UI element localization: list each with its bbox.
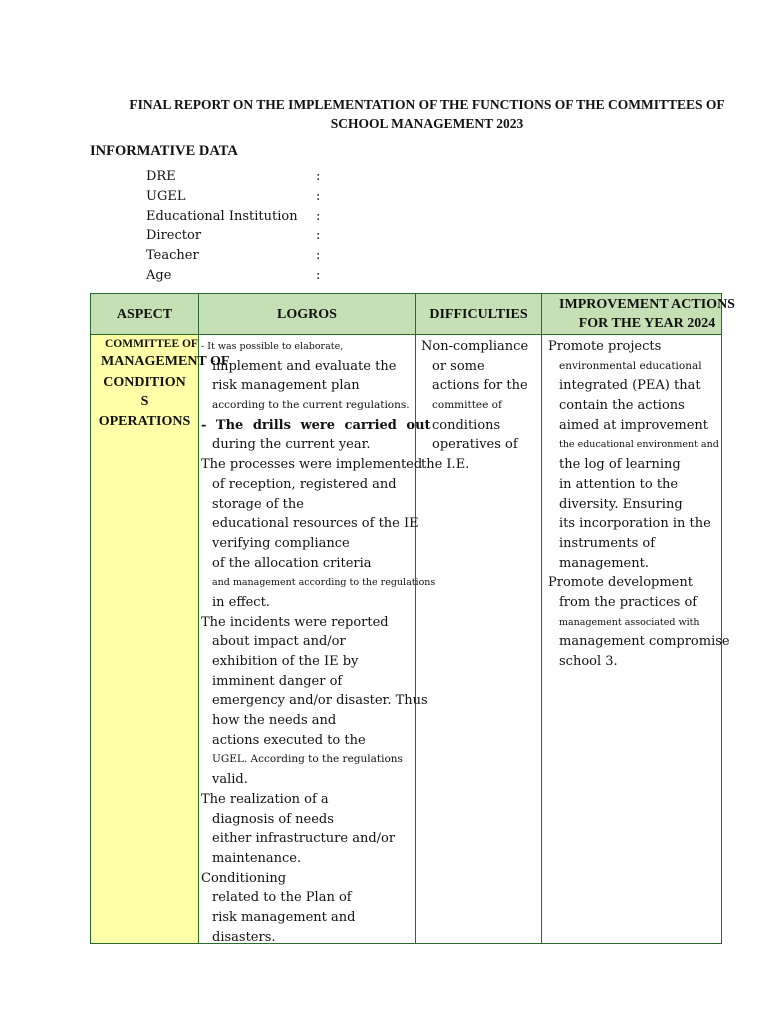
logros-line: in effect. bbox=[212, 594, 270, 610]
info-field-teacher bbox=[131, 246, 326, 266]
info-field-colon: : bbox=[316, 169, 321, 185]
table-header-divider bbox=[91, 334, 721, 335]
logros-line: risk management and bbox=[212, 909, 356, 925]
info-field-colon: : bbox=[316, 248, 321, 264]
improvement-line: environmental educational bbox=[559, 359, 702, 372]
column-header-aspect: ASPECT bbox=[116, 306, 173, 322]
aspect-line-3: CONDITION bbox=[103, 375, 186, 390]
logros-line: during the current year. bbox=[212, 437, 371, 453]
info-field-age bbox=[131, 265, 326, 285]
improvement-cell bbox=[548, 337, 730, 672]
logros-line: diagnosis of needs bbox=[212, 811, 334, 827]
difficulties-line: Non-compliance bbox=[421, 339, 529, 354]
logros-line: imminent danger of bbox=[212, 673, 343, 689]
info-field-label: Director bbox=[146, 228, 202, 244]
difficulties-line: committee of bbox=[432, 399, 502, 412]
logros-line: Conditioning bbox=[201, 870, 287, 886]
improvement-line: diversity. Ensuring bbox=[559, 496, 683, 512]
difficulties-line: actions for the bbox=[432, 378, 528, 394]
improvement-line: school 3. bbox=[559, 654, 618, 669]
logros-line: The processes were implemented bbox=[201, 457, 423, 473]
info-field-dre bbox=[131, 167, 326, 187]
logros-line: maintenance. bbox=[212, 850, 302, 866]
info-field-label: DRE bbox=[146, 169, 176, 185]
difficulties-cell bbox=[421, 337, 528, 475]
logros-line: of reception, registered and bbox=[212, 476, 397, 492]
logros-line: disasters. bbox=[212, 929, 276, 945]
info-field-label: UGEL bbox=[146, 189, 186, 205]
logros-cell bbox=[201, 337, 435, 947]
improvement-line: integrated (PEA) that bbox=[559, 378, 701, 394]
improvement-line: management. bbox=[559, 555, 649, 571]
report-title-line-1: FINAL REPORT ON THE IMPLEMENTATION OF THE FUNCTIONS OF THE COMMITTEES OF bbox=[129, 97, 725, 112]
aspect-line-1: COMMITTEE OF bbox=[105, 338, 198, 350]
info-field-label: Educational Institution bbox=[146, 208, 298, 224]
improvement-line: Promote projects bbox=[548, 339, 662, 354]
logros-line: emergency and/or disaster. Thus bbox=[212, 693, 428, 709]
difficulties-line: conditions bbox=[432, 417, 501, 433]
improvement-line: Promote development bbox=[548, 575, 693, 591]
logros-line: - It was possible to elaborate, bbox=[201, 341, 344, 352]
improvement-line: management associated with bbox=[559, 616, 700, 628]
logros-line: about impact and/or bbox=[212, 634, 346, 650]
improvement-line: aimed at improvement bbox=[559, 417, 708, 433]
improvement-line: contain the actions bbox=[559, 398, 685, 414]
info-field-ugel bbox=[131, 187, 326, 207]
improvement-line: the log of learning bbox=[559, 457, 681, 473]
report-title bbox=[86, 95, 768, 133]
logros-line: valid. bbox=[212, 772, 248, 788]
logros-line: verifying compliance bbox=[212, 535, 350, 551]
improvement-line: management compromise bbox=[559, 634, 730, 650]
logros-line: how the needs and bbox=[212, 713, 337, 729]
info-field-colon: : bbox=[316, 267, 321, 283]
improvement-line: instruments of bbox=[559, 535, 656, 551]
logros-line: exhibition of the IE by bbox=[212, 654, 359, 669]
column-divider-1 bbox=[198, 294, 199, 943]
info-field-colon: : bbox=[316, 228, 321, 244]
informative-data-heading: INFORMATIVE DATA bbox=[90, 143, 238, 159]
column-header-improvement-line-1: IMPROVEMENT ACTIONS bbox=[559, 297, 735, 312]
info-field-label: Teacher bbox=[146, 248, 199, 264]
logros-line: implement and evaluate the bbox=[212, 358, 397, 374]
info-field-director bbox=[131, 226, 326, 246]
column-header-improvement bbox=[542, 294, 752, 334]
aspect-line-5: OPERATIONS bbox=[98, 414, 191, 429]
logros-line: UGEL. According to the regulations bbox=[212, 753, 403, 766]
logros-line: - The drills were carried out bbox=[201, 417, 431, 433]
logros-line: risk management plan bbox=[212, 378, 360, 394]
logros-line: actions executed to the bbox=[212, 732, 366, 748]
logros-line: educational resources of the IE bbox=[212, 516, 419, 532]
logros-line: The realization of a bbox=[201, 791, 329, 807]
difficulties-line: or some bbox=[432, 358, 485, 374]
improvement-line: the educational environment and bbox=[559, 439, 719, 451]
logros-line: and management according to the regulations bbox=[212, 577, 436, 589]
column-header-logros: LOGROS bbox=[277, 306, 337, 322]
difficulties-line: the I.E. bbox=[421, 457, 470, 473]
column-header-improvement-line-2: FOR THE YEAR 2024 bbox=[578, 316, 716, 331]
report-title-line-2: SCHOOL MANAGEMENT 2023 bbox=[330, 116, 524, 131]
improvement-line: its incorporation in the bbox=[559, 516, 711, 532]
report-table bbox=[90, 293, 735, 945]
logros-line: of the allocation criteria bbox=[212, 555, 372, 571]
info-field-colon: : bbox=[316, 208, 321, 224]
logros-line: storage of the bbox=[212, 496, 304, 512]
logros-line: according to the current regulations. bbox=[212, 399, 410, 412]
improvement-line: in attention to the bbox=[559, 476, 679, 492]
aspect-line-2: MANAGEMENT OF bbox=[101, 354, 230, 369]
logros-line: related to the Plan of bbox=[212, 890, 352, 906]
logros-line: either infrastructure and/or bbox=[212, 831, 396, 847]
informative-data-list bbox=[131, 167, 326, 285]
info-field-institution bbox=[131, 206, 326, 226]
difficulties-line: operatives of bbox=[432, 437, 518, 453]
column-header-difficulties: DIFFICULTIES bbox=[429, 306, 528, 322]
logros-line: The incidents were reported bbox=[201, 614, 389, 630]
info-field-label: Age bbox=[146, 267, 172, 283]
aspect-line-4: S bbox=[140, 394, 149, 409]
improvement-line: from the practices of bbox=[559, 594, 698, 610]
info-field-colon: : bbox=[316, 189, 321, 205]
column-divider-3 bbox=[541, 294, 542, 943]
